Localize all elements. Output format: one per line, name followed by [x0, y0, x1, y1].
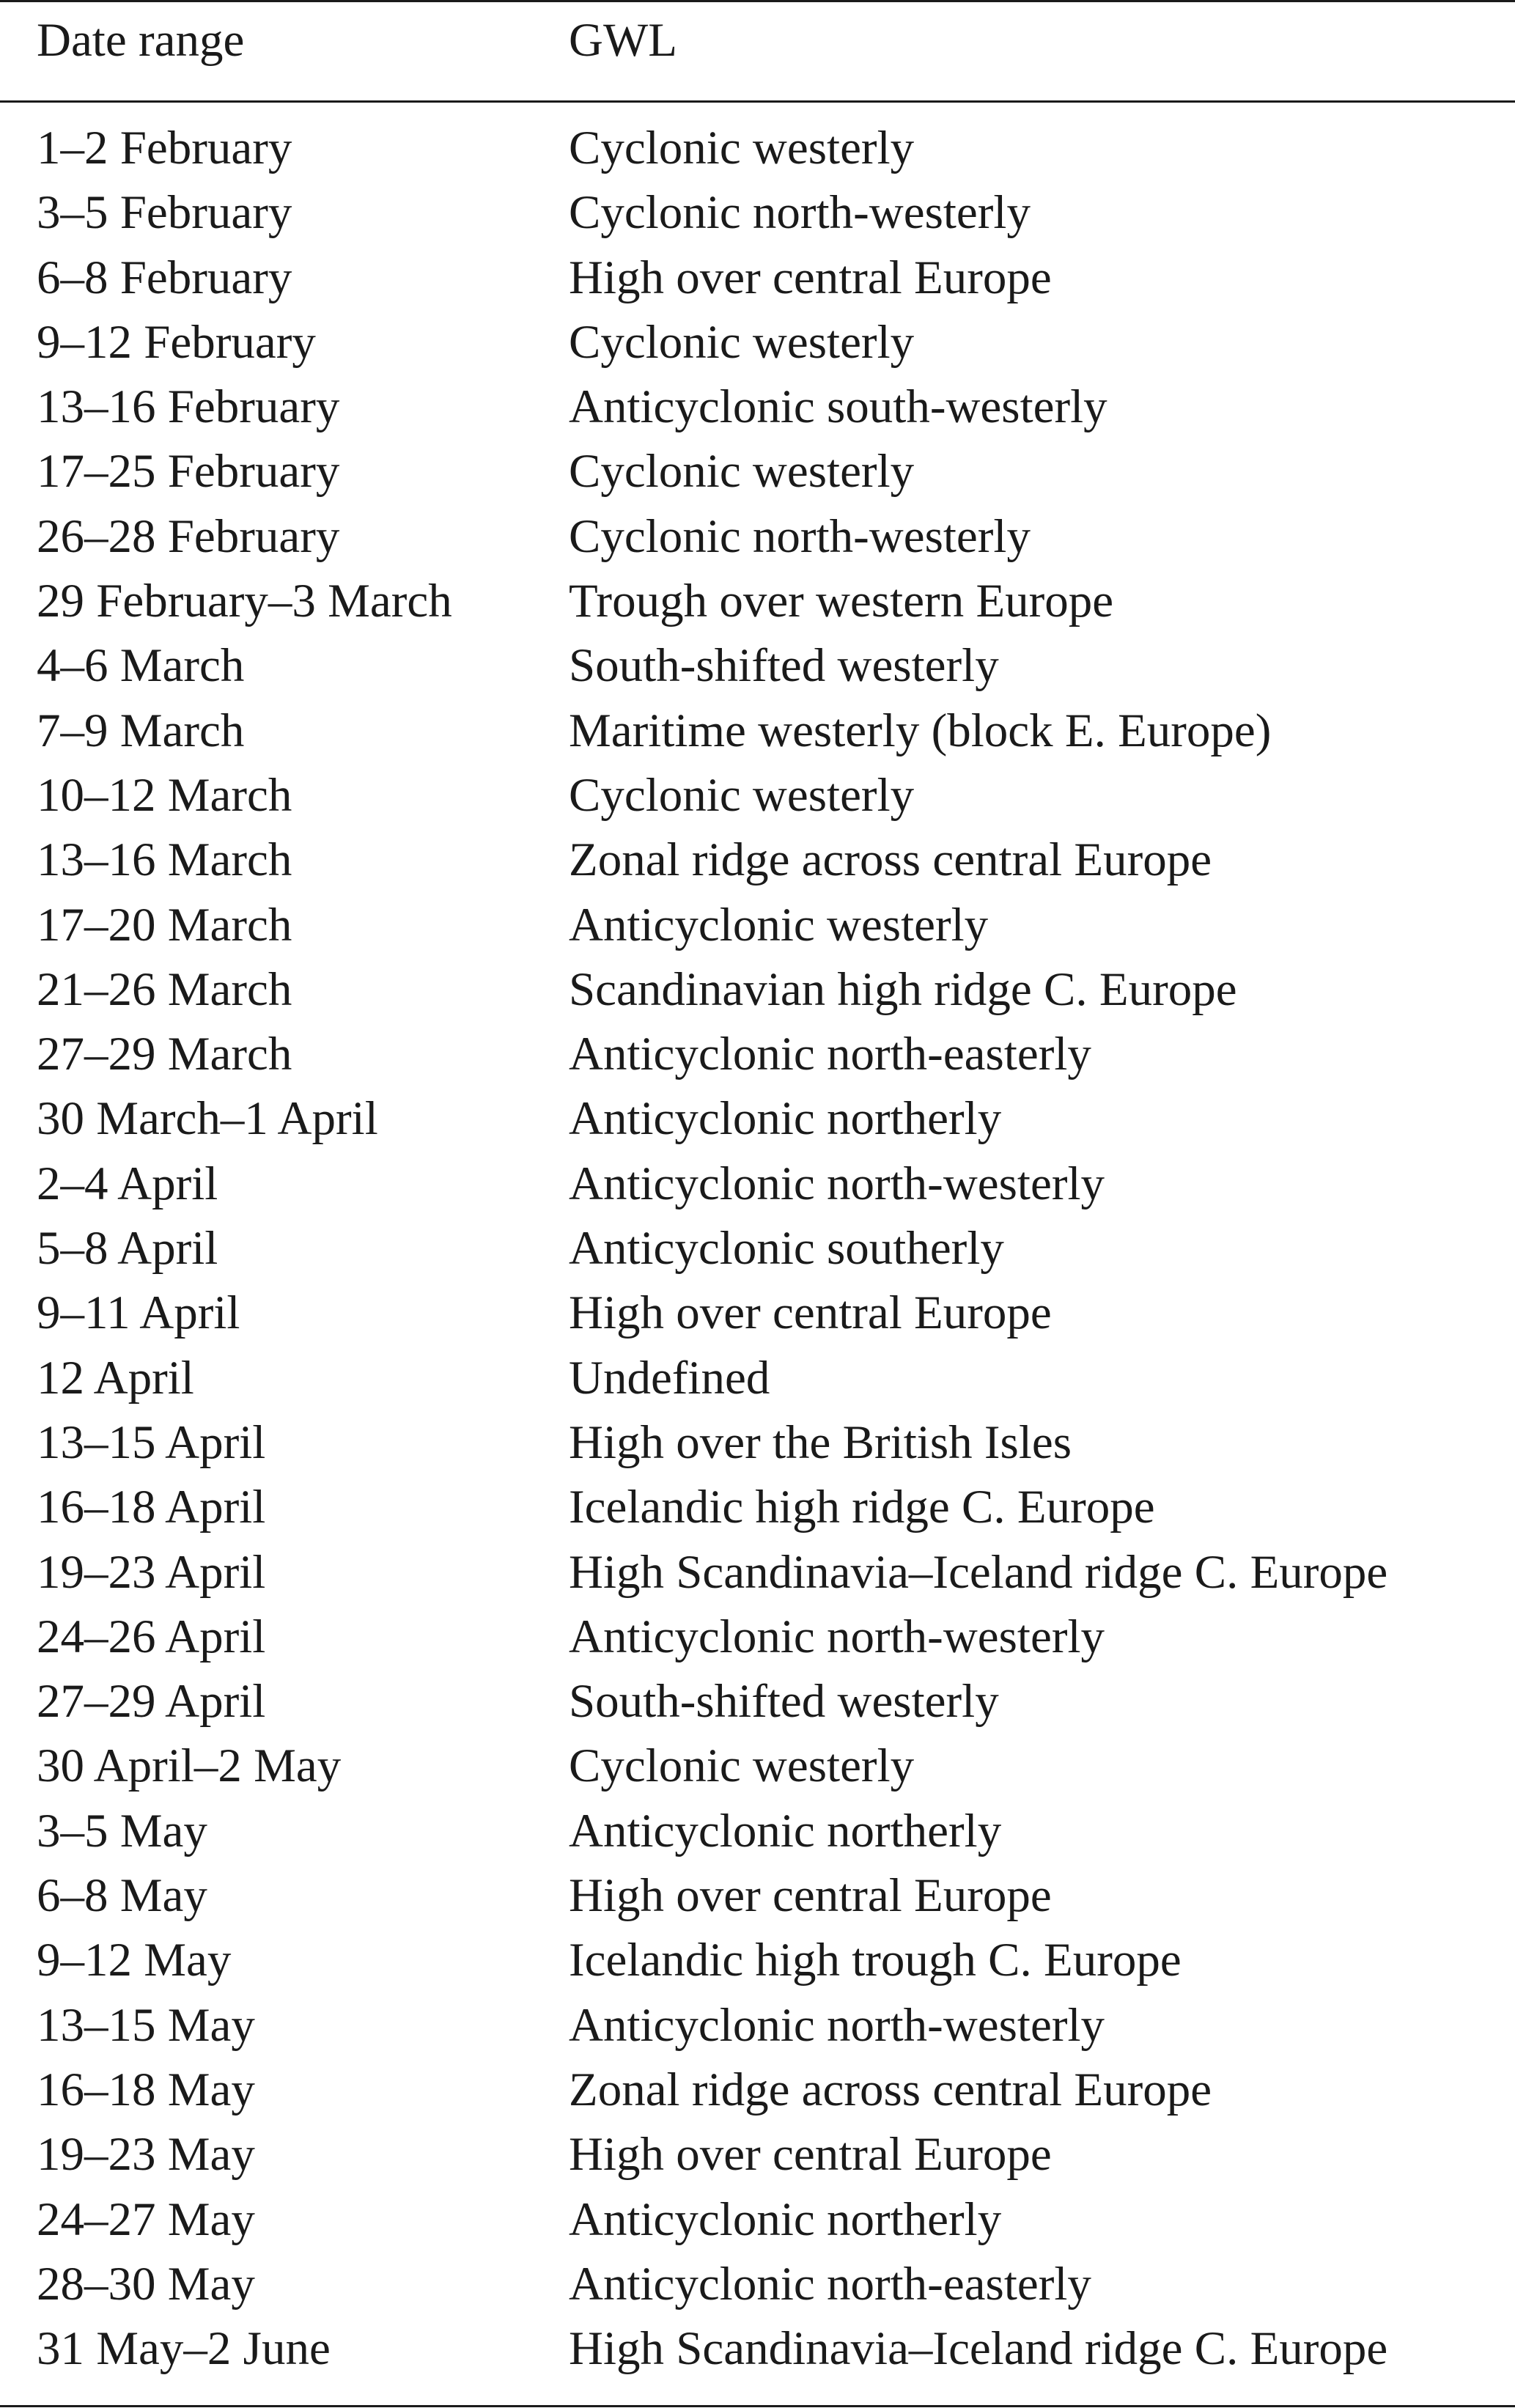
gwl-cell: Zonal ridge across central Europe — [569, 2063, 1212, 2116]
date-range-cell: 1–2 February — [37, 122, 292, 174]
table-row — [0, 2258, 1515, 2323]
date-range-cell: 17–20 March — [37, 898, 292, 951]
date-range-cell: 6–8 May — [37, 1869, 207, 1923]
table-header-row — [0, 15, 1515, 66]
date-range-cell: 29 February–3 March — [37, 575, 452, 628]
gwl-cell: Anticyclonic northerly — [569, 1092, 1002, 1146]
date-range-cell: 16–18 April — [37, 1481, 266, 1534]
gwl-cell: Cyclonic westerly — [569, 445, 915, 498]
table-row — [0, 1805, 1515, 1870]
table-row — [0, 2323, 1515, 2387]
gwl-cell: Anticyclonic north-easterly — [569, 2257, 1091, 2311]
date-range-cell: 27–29 March — [37, 1028, 292, 1081]
table-row — [0, 2000, 1515, 2064]
table-row — [0, 705, 1515, 770]
table-row — [0, 1740, 1515, 1805]
gwl-cell: Anticyclonic northerly — [569, 1804, 1002, 1857]
gwl-cell: High over central Europe — [569, 251, 1052, 304]
gwl-cell: Anticyclonic south-westerly — [569, 380, 1107, 434]
gwl-cell: Anticyclonic southerly — [569, 1222, 1004, 1275]
gwl-cell: High Scandinavia–Iceland ridge C. Europe — [569, 2322, 1388, 2376]
table-row — [0, 1417, 1515, 1481]
table-row — [0, 640, 1515, 704]
gwl-cell: Anticyclonic westerly — [569, 898, 989, 951]
table-row — [0, 446, 1515, 510]
table-row — [0, 1352, 1515, 1417]
date-range-cell: 12 April — [37, 1351, 194, 1404]
date-range-cell: 13–16 February — [37, 380, 340, 434]
date-range-cell: 24–26 April — [37, 1610, 266, 1663]
date-range-cell: 5–8 April — [37, 1222, 218, 1275]
table-body — [0, 122, 1515, 2387]
date-range-cell: 3–5 May — [37, 1804, 207, 1857]
date-range-cell: 30 April–2 May — [37, 1739, 342, 1793]
table-row — [0, 1028, 1515, 1093]
gwl-cell: High Scandinavia–Iceland ridge C. Europe — [569, 1545, 1388, 1599]
date-range-cell: 24–27 May — [37, 2192, 255, 2246]
table-row — [0, 1158, 1515, 1223]
gwl-cell: Cyclonic westerly — [569, 122, 915, 174]
date-range-cell: 13–15 April — [37, 1415, 266, 1469]
table-row — [0, 1934, 1515, 1999]
gwl-cell: High over the British Isles — [569, 1415, 1072, 1469]
date-range-cell: 6–8 February — [37, 251, 292, 304]
header-date-range: Date range — [37, 14, 245, 67]
table-row — [0, 122, 1515, 187]
table-row — [0, 2064, 1515, 2129]
gwl-cell: High over central Europe — [569, 1286, 1052, 1340]
table-row — [0, 1223, 1515, 1287]
date-range-cell: 2–4 April — [37, 1157, 218, 1210]
gwl-cell: Cyclonic westerly — [569, 1739, 915, 1793]
header-gwl: GWL — [569, 14, 677, 67]
date-range-cell: 9–12 May — [37, 1934, 232, 1987]
table-row — [0, 381, 1515, 446]
table-row — [0, 1287, 1515, 1352]
date-range-cell: 13–16 March — [37, 833, 292, 887]
table-row — [0, 770, 1515, 834]
table-row — [0, 1870, 1515, 1934]
table-row — [0, 899, 1515, 964]
date-range-cell: 9–12 February — [37, 315, 316, 369]
gwl-cell: Cyclonic westerly — [569, 315, 915, 369]
table-row — [0, 317, 1515, 381]
date-range-cell: 7–9 March — [37, 704, 245, 757]
table-row — [0, 1611, 1515, 1676]
date-range-cell: 19–23 May — [37, 2128, 255, 2181]
date-range-cell: 21–26 March — [37, 962, 292, 1016]
table-bottom-rule — [0, 2405, 1515, 2407]
gwl-cell: Cyclonic westerly — [569, 768, 915, 822]
table-top-rule — [0, 0, 1515, 2]
gwl-cell: Icelandic high trough C. Europe — [569, 1934, 1182, 1987]
gwl-cell: High over central Europe — [569, 2128, 1052, 2181]
gwl-cell: Cyclonic north-westerly — [569, 186, 1031, 240]
date-range-cell: 10–12 March — [37, 768, 292, 822]
gwl-cell: Undefined — [569, 1351, 770, 1404]
gwl-cell: Cyclonic north-westerly — [569, 509, 1031, 563]
table-row — [0, 252, 1515, 317]
table-row — [0, 575, 1515, 640]
gwl-cell: Anticyclonic north-easterly — [569, 1028, 1091, 1081]
date-range-cell: 3–5 February — [37, 186, 292, 240]
gwl-cell: South-shifted westerly — [569, 639, 999, 693]
date-range-cell: 30 March–1 April — [37, 1092, 378, 1146]
date-range-cell: 13–15 May — [37, 1998, 255, 2052]
date-range-cell: 19–23 April — [37, 1545, 266, 1599]
table-row — [0, 2129, 1515, 2193]
gwl-cell: Zonal ridge across central Europe — [569, 833, 1212, 887]
table-row — [0, 1547, 1515, 1611]
table-row — [0, 511, 1515, 575]
gwl-cell: Anticyclonic north-westerly — [569, 1998, 1105, 2052]
table-row — [0, 1093, 1515, 1157]
gwl-cell: Anticyclonic northerly — [569, 2192, 1002, 2246]
table-row — [0, 187, 1515, 251]
table-row — [0, 1676, 1515, 1740]
gwl-cell: Maritime westerly (block E. Europe) — [569, 704, 1272, 757]
gwl-cell: Trough over western Europe — [569, 575, 1114, 628]
gwl-cell: Icelandic high ridge C. Europe — [569, 1481, 1155, 1534]
date-range-cell: 9–11 April — [37, 1286, 240, 1340]
gwl-cell: South-shifted westerly — [569, 1675, 999, 1728]
date-range-cell: 16–18 May — [37, 2063, 255, 2116]
gwl-cell: Scandinavian high ridge C. Europe — [569, 962, 1237, 1016]
table-header-rule — [0, 100, 1515, 103]
table-row — [0, 1481, 1515, 1546]
gwl-cell: High over central Europe — [569, 1869, 1052, 1923]
date-range-cell: 28–30 May — [37, 2257, 255, 2311]
date-range-cell: 31 May–2 June — [37, 2322, 331, 2376]
table-row — [0, 2194, 1515, 2258]
table-row — [0, 834, 1515, 899]
date-range-cell: 17–25 February — [37, 445, 340, 498]
date-range-cell: 26–28 February — [37, 509, 340, 563]
date-range-cell: 27–29 April — [37, 1675, 266, 1728]
table-row — [0, 964, 1515, 1028]
date-range-cell: 4–6 March — [37, 639, 245, 693]
gwl-cell: Anticyclonic north-westerly — [569, 1157, 1105, 1210]
gwl-cell: Anticyclonic north-westerly — [569, 1610, 1105, 1663]
